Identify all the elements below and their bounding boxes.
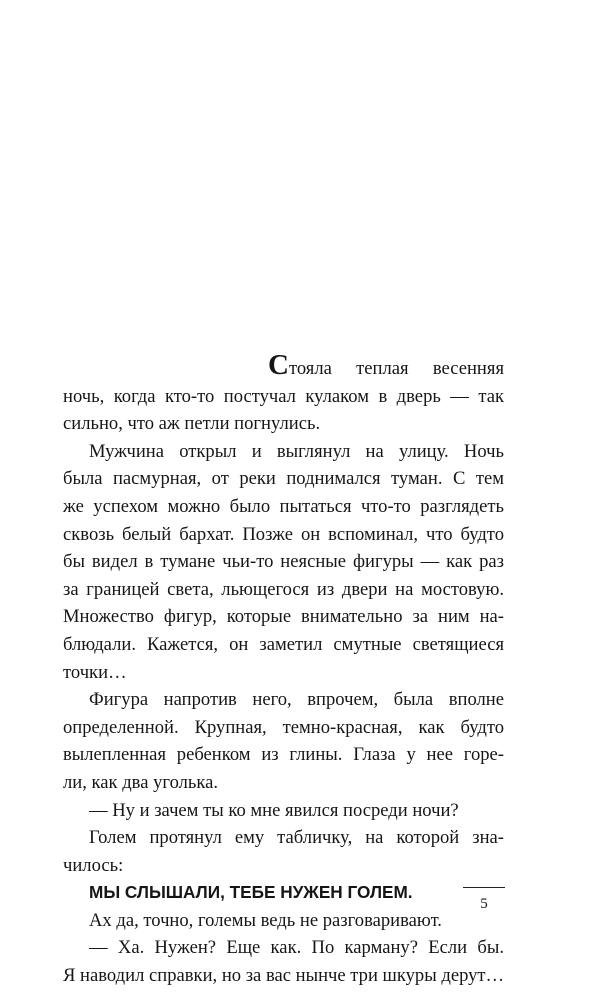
- paragraph: [63, 686, 504, 796]
- text-line: ночь, когда кто-то постучал кулаком в дверь — так: [63, 385, 504, 407]
- text-line: ли, как два уголька.: [63, 771, 219, 793]
- text-line: Ах да, точно, големы ведь не разговаривают.: [89, 909, 442, 931]
- text-line: блюдали. Кажется, он заметил смутные светящиеся: [63, 633, 504, 655]
- text-line: вылепленная ребенком из глины. Глаза у нее горе-: [63, 744, 504, 766]
- paragraph: [63, 349, 504, 438]
- text-span: тояла теплая весенняя: [288, 358, 504, 379]
- text-line: Мужчина открыл и выглянул на улицу. Ночь: [89, 440, 504, 462]
- paragraph: [63, 907, 504, 935]
- text-line: сильно, что аж петли погнулись.: [63, 413, 321, 435]
- dialogue-line: — Ха. Нужен? Еще как. По карману? Если бы.: [89, 937, 504, 959]
- sign-text: МЫ СЛЫШАЛИ, ТЕБЕ НУЖЕН ГОЛЕМ.: [89, 882, 413, 903]
- page-number: 5: [480, 896, 488, 912]
- paragraph: [63, 438, 504, 686]
- text-line: Фигура напротив него, впрочем, была вполне: [89, 689, 504, 711]
- text-line: чилось:: [63, 854, 124, 876]
- text-line: [63, 349, 504, 383]
- text-line: точки…: [63, 661, 127, 683]
- paragraph: [63, 879, 504, 907]
- text-line: Голем протянул ему табличку, на которой зна-: [89, 827, 504, 849]
- drop-cap: С: [268, 349, 289, 381]
- paragraph: [63, 934, 504, 989]
- text-line: Я наводил справки, но за вас нынче три шкуры дерут…: [63, 965, 505, 987]
- paragraph: [63, 797, 504, 825]
- paragraph: [63, 824, 504, 879]
- footer-divider: [463, 887, 505, 888]
- dialogue-line: — Ну и зачем ты ко мне явился посреди ночи?: [89, 799, 459, 821]
- text-line: за границей света, льющегося из двери на мостовую.: [63, 578, 504, 600]
- text-line: была пасмурная, от реки поднимался туман. С тем: [63, 468, 504, 490]
- text-line: сквозь белый бархат. Позже он вспоминал, что будто: [63, 523, 504, 545]
- text-line: Множество фигур, которые внимательно за ним на-: [63, 606, 504, 628]
- book-text: [63, 349, 505, 990]
- text-line: же успехом можно было пытаться что-то разглядеть: [63, 495, 504, 517]
- text-line: определенной. Крупная, темно-красная, как будто: [63, 716, 504, 738]
- text-line: бы видел в тумане чьи-то неясные фигуры — как раз: [63, 551, 504, 573]
